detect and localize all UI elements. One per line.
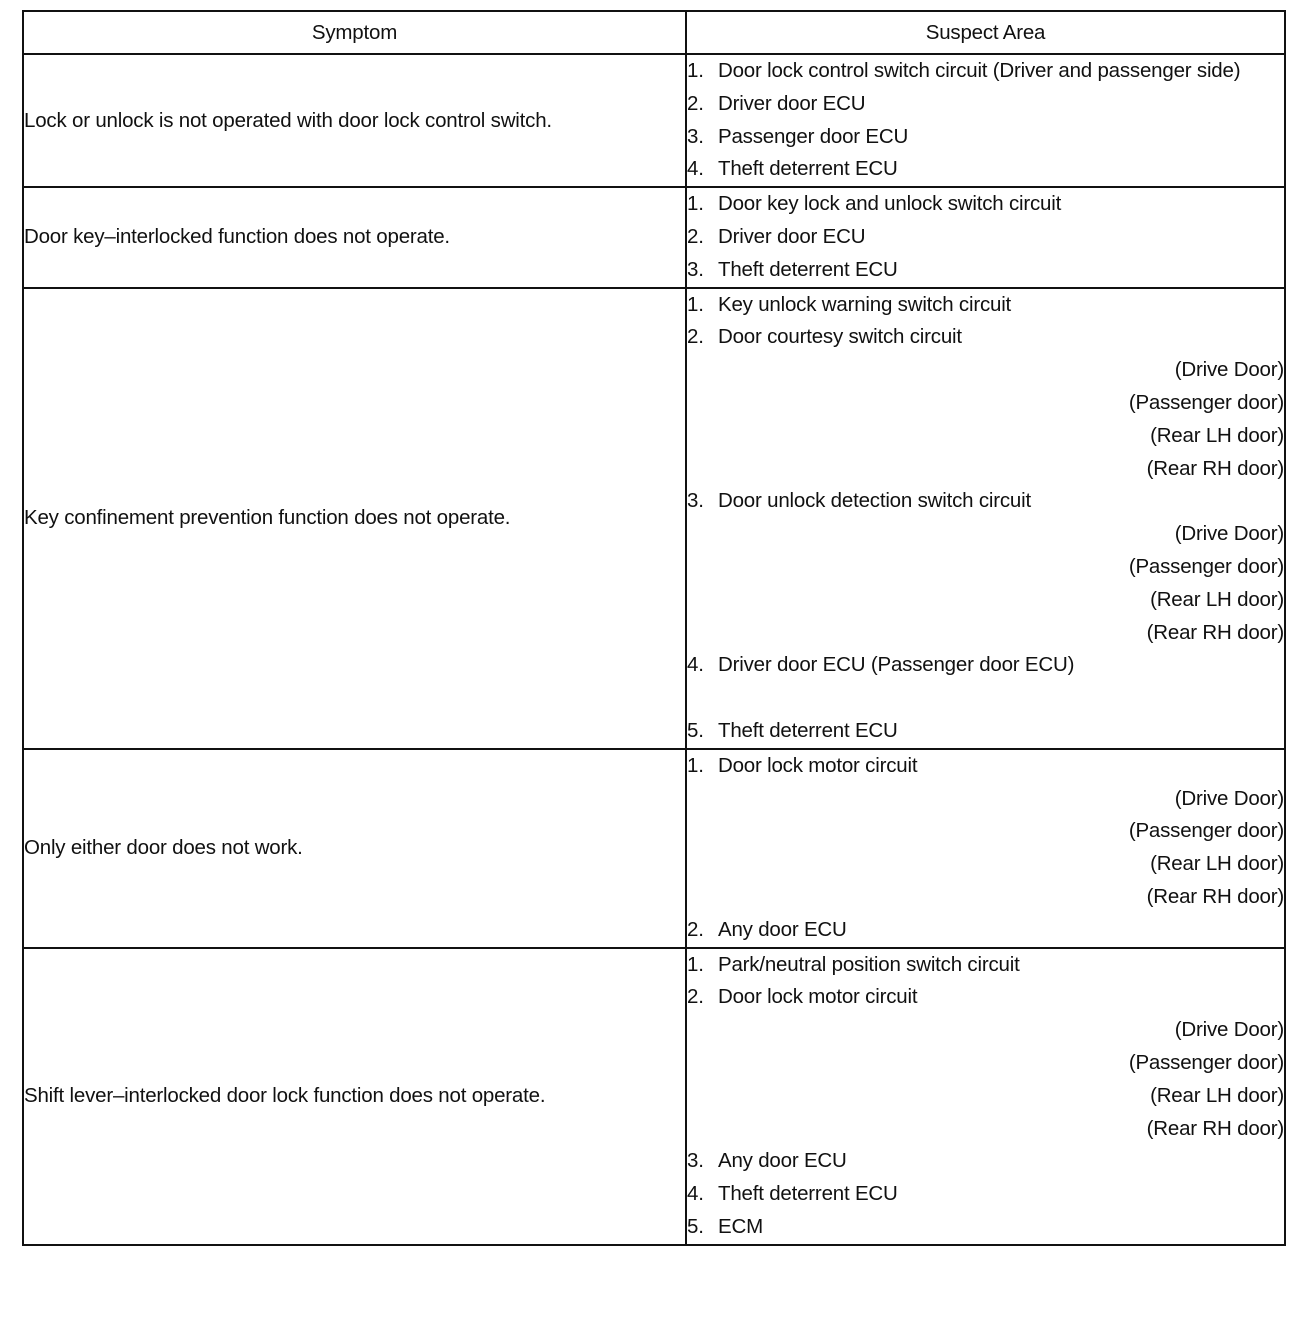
item-text: Driver door ECU (Passenger door ECU) — [718, 653, 1075, 677]
symptom-cell: Shift lever–interlocked door lock function does not operate. — [23, 948, 686, 1245]
suspect-item — [687, 289, 1284, 322]
item-text: ECM — [718, 1214, 763, 1238]
suspect-item — [687, 750, 1284, 783]
item-text: Door unlock detection switch circuit — [718, 489, 1031, 513]
item-number: 4. — [687, 653, 704, 677]
item-text: Driver door ECU — [718, 224, 866, 248]
suspect-item — [687, 55, 1284, 88]
item-text: Door lock motor circuit — [718, 985, 918, 1009]
item-text: Park/neutral position switch circuit — [718, 952, 1020, 976]
item-number: 2. — [687, 224, 704, 248]
door-position-label: (Passenger door) — [1128, 1050, 1284, 1074]
item-text: Key unlock warning switch circuit — [718, 292, 1012, 316]
item-text: Driver door ECU — [718, 91, 866, 115]
suspect-item — [687, 981, 1284, 1014]
item-number: 1. — [687, 292, 704, 316]
item-text: Theft deterrent ECU — [718, 257, 898, 281]
item-number: 4. — [687, 1182, 704, 1206]
item-number: 1. — [687, 192, 704, 216]
suspect-area-cell — [686, 54, 1285, 187]
troubleshooting-table — [22, 10, 1286, 1246]
suspect-item — [687, 221, 1284, 254]
table-row — [23, 749, 1285, 948]
item-text: Door key lock and unlock switch circuit — [718, 192, 1062, 216]
door-position-label: (Passenger door) — [1128, 390, 1284, 414]
suspect-item — [687, 715, 1284, 748]
door-position-label: (Drive Door) — [1174, 1018, 1284, 1042]
door-position-label: (Rear RH door) — [1146, 456, 1284, 480]
door-position-label: (Passenger door) — [1128, 554, 1284, 578]
item-text: Any door ECU — [718, 917, 847, 941]
suspect-item — [687, 949, 1284, 982]
table-row — [23, 948, 1285, 1245]
table-row — [23, 54, 1285, 187]
item-text: Door lock control switch circuit (Driver and passenger side) — [718, 59, 1241, 82]
suspect-item — [687, 121, 1284, 154]
suspect-item — [687, 321, 1284, 354]
item-text: Theft deterrent ECU — [718, 718, 898, 742]
item-number: 3. — [687, 124, 704, 148]
item-text: Any door ECU — [718, 1149, 847, 1173]
item-text: Door lock motor circuit — [718, 753, 918, 777]
suspect-area-cell — [686, 288, 1285, 749]
item-number: 5. — [687, 1214, 704, 1238]
suspect-area-cell — [686, 187, 1285, 287]
suspect-item — [687, 649, 1284, 682]
item-number: 3. — [687, 1149, 704, 1173]
suspect-area-cell — [686, 749, 1285, 948]
item-text: Passenger door ECU — [718, 124, 909, 148]
header-suspect-area: Suspect Area — [686, 11, 1285, 54]
item-text: Door courtesy switch circuit — [718, 325, 962, 349]
symptom-cell: Door key–interlocked function does not operate. — [23, 187, 686, 287]
suspect-item — [687, 1211, 1284, 1244]
item-number: 4. — [687, 157, 704, 181]
item-text: Theft deterrent ECU — [718, 157, 898, 181]
door-position-label: (Rear LH door) — [1150, 587, 1284, 611]
header-symptom: Symptom — [23, 11, 686, 54]
door-position-label: (Drive Door) — [1174, 358, 1284, 382]
item-number: 2. — [687, 91, 704, 115]
symptom-cell: Lock or unlock is not operated with door lock control switch. — [23, 54, 686, 187]
door-position-label: (Rear LH door) — [1150, 852, 1284, 876]
door-position-label: (Rear RH door) — [1146, 1116, 1284, 1140]
item-text: Theft deterrent ECU — [718, 1182, 898, 1206]
suspect-item — [687, 188, 1284, 221]
suspect-item — [687, 485, 1284, 518]
item-number: 1. — [687, 753, 704, 777]
door-position-label: (Rear LH door) — [1150, 1083, 1284, 1107]
door-position-label: (Rear LH door) — [1150, 423, 1284, 447]
door-position-label: (Passenger door) — [1128, 819, 1284, 843]
table-row — [23, 187, 1285, 287]
door-position-label: (Drive Door) — [1174, 522, 1284, 546]
item-number: 3. — [687, 489, 704, 513]
symptom-cell: Key confinement prevention function does not operate. — [23, 288, 686, 749]
suspect-area-cell — [686, 948, 1285, 1245]
suspect-item — [687, 88, 1284, 121]
item-number: 2. — [687, 325, 704, 349]
suspect-item — [687, 914, 1284, 947]
door-position-label: (Drive Door) — [1174, 786, 1284, 810]
door-position-label: (Rear RH door) — [1146, 884, 1284, 908]
item-number: 3. — [687, 257, 704, 281]
suspect-item — [687, 1178, 1284, 1211]
door-position-label: (Rear RH door) — [1146, 620, 1284, 644]
item-number: 1. — [687, 952, 704, 976]
blank-line — [687, 682, 1284, 715]
table-body — [23, 54, 1285, 1245]
suspect-item — [687, 254, 1284, 287]
item-number: 5. — [687, 718, 704, 742]
header-row — [23, 11, 1285, 54]
item-number: 2. — [687, 985, 704, 1009]
item-number: 1. — [687, 59, 704, 82]
symptom-cell: Only either door does not work. — [23, 749, 686, 948]
suspect-item — [687, 1145, 1284, 1178]
suspect-item — [687, 153, 1284, 186]
table-row — [23, 288, 1285, 749]
item-number: 2. — [687, 917, 704, 941]
